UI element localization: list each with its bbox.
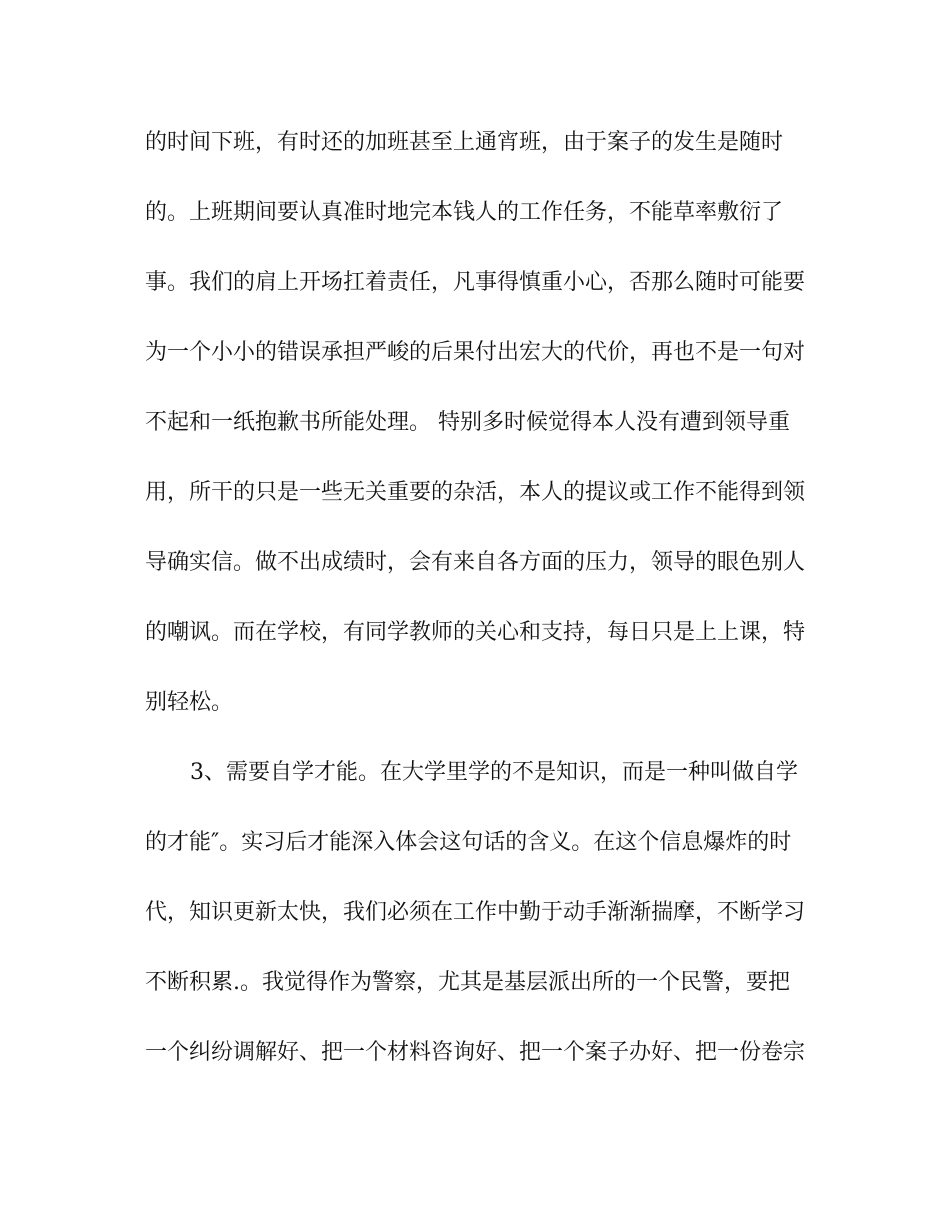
text-line: 的嘲讽。而在学校，有同学教师的关心和支持，每日只是上上课，特 — [145, 620, 806, 645]
text-line: 一个纠纷调解好、把一个材料咨询好、把一个案子办好、把一份卷宗 — [145, 1040, 806, 1065]
text-line: 事。我们的肩上开场扛着责任，凡事得慎重小心，否那么随时可能要 — [145, 270, 806, 295]
text-line: 代，知识更新太快，我们必须在工作中勤于动手渐渐揣摩，不断学习 — [145, 900, 806, 925]
text-line: 的时间下班，有时还的加班甚至上通宵班，由于案子的发生是随时 — [145, 130, 784, 155]
text-line: 别轻松。 — [145, 690, 234, 715]
text-line: 用，所干的只是一些无关重要的杂活，本人的提议或工作不能得到领 — [145, 480, 806, 505]
text-line: 的。上班期间要认真准时地完本钱人的工作任务，不能草率敷衍了 — [145, 200, 784, 225]
paragraph-start-line: 3、需要自学才能。在大学里学的不是知识，而是一种叫做自学 — [190, 760, 798, 785]
text-line: 不起和一纸抱歉书所能处理。 特别多时候觉得本人没有遭到领导重 — [145, 410, 790, 435]
text-line: 导确实信。做不出成绩时，会有来自各方面的压力，领导的眼色别人 — [145, 550, 806, 575]
text-line: 的才能″。实习后才能深入体会这句话的含义。在这个信息爆炸的时 — [145, 830, 792, 855]
text-line: 不断积累.。我觉得作为警察，尤其是基层派出所的一个民警，要把 — [145, 970, 790, 995]
text-line: 为一个小小的错误承担严峻的后果付出宏大的代价，再也不是一句对 — [145, 340, 806, 365]
